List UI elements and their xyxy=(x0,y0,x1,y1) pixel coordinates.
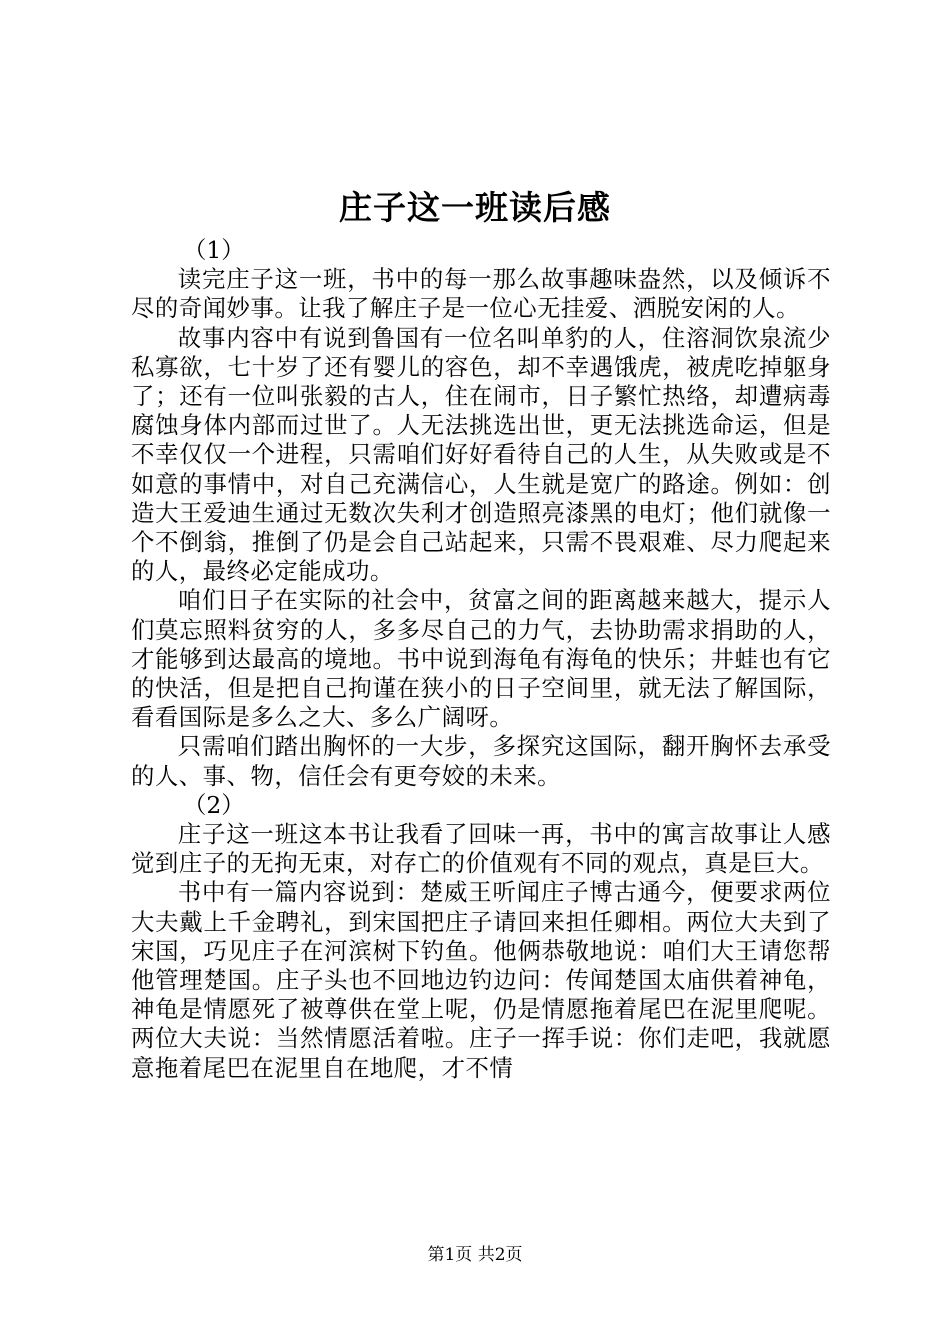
paragraph: 只需咱们踏出胸怀的一大步，多探究这国际，翻开胸怀去承受的人、事、物，信任会有更夸姣的未来。 xyxy=(131,732,831,790)
page-footer: 第1页 共2页 xyxy=(427,1245,523,1265)
document-body xyxy=(131,236,831,1083)
section-label: （2） xyxy=(183,790,245,819)
section-2 xyxy=(131,791,831,1083)
document-title: 庄子这一班读后感 xyxy=(339,188,611,227)
paragraph: 书中有一篇内容说到：楚威王听闻庄子博古通今，便要求两位大夫戴上千金聘礼，到宋国把庄子请回来担任卿相。两位大夫到了宋国，巧见庄子在河滨树下钓鱼。他俩恭敬地说：咱们大王请您帮他管理楚国。庄子头也不回地边钓边问：传闻楚国太庙供着神龟，神龟是情愿死了被尊供在堂上呢，仍是情愿拖着尾巴在泥里爬呢。两位大夫说：当然情愿活着啦。庄子一挥手说：你们走吧，我就愿意拖着尾巴在泥里自在地爬，才不情 xyxy=(131,878,831,1082)
section-1 xyxy=(131,236,831,791)
paragraph: 读完庄子这一班，书中的每一那么故事趣味盎然，以及倾诉不尽的奇闻妙事。让我了解庄子是一位心无挂爱、洒脱安闲的人。 xyxy=(131,265,831,323)
paragraph: 咱们日子在实际的社会中，贫富之间的距离越来越大，提示人们莫忘照料贫穷的人，多多尽自己的力气，去协助需求捐助的人，才能够到达最高的境地。书中说到海龟有海龟的快乐；井蛙也有它的快活，但是把自己拘谨在狭小的日子空间里，就无法了解国际，看看国际是多么之大、多么广阔呀。 xyxy=(131,586,831,732)
paragraph: 庄子这一班这本书让我看了回味一再，书中的寓言故事让人感觉到庄子的无拘无束，对存亡的价值观有不同的观点，真是巨大。 xyxy=(131,820,831,878)
paragraph: 故事内容中有说到鲁国有一位名叫单豹的人，住溶洞饮泉流少私寡欲，七十岁了还有婴儿的容色，却不幸遇饿虎，被虎吃掉躯身了；还有一位叫张毅的古人，住在闹市，日子繁忙热络，却遭病毒腐蚀身体内部而过世了。人无法挑选出世，更无法挑选命运，但是不幸仅仅一个进程，只需咱们好好看待自己的人生，从失败或是不如意的事情中，对自己充满信心，人生就是宽广的路途。例如：创造大王爱迪生通过无数次失利才创造照亮漆黑的电灯；他们就像一个不倒翁，推倒了仍是会自己站起来，只需不畏艰难、尽力爬起来的人，最终必定能成功。 xyxy=(131,323,831,586)
section-label: （1） xyxy=(183,236,245,264)
